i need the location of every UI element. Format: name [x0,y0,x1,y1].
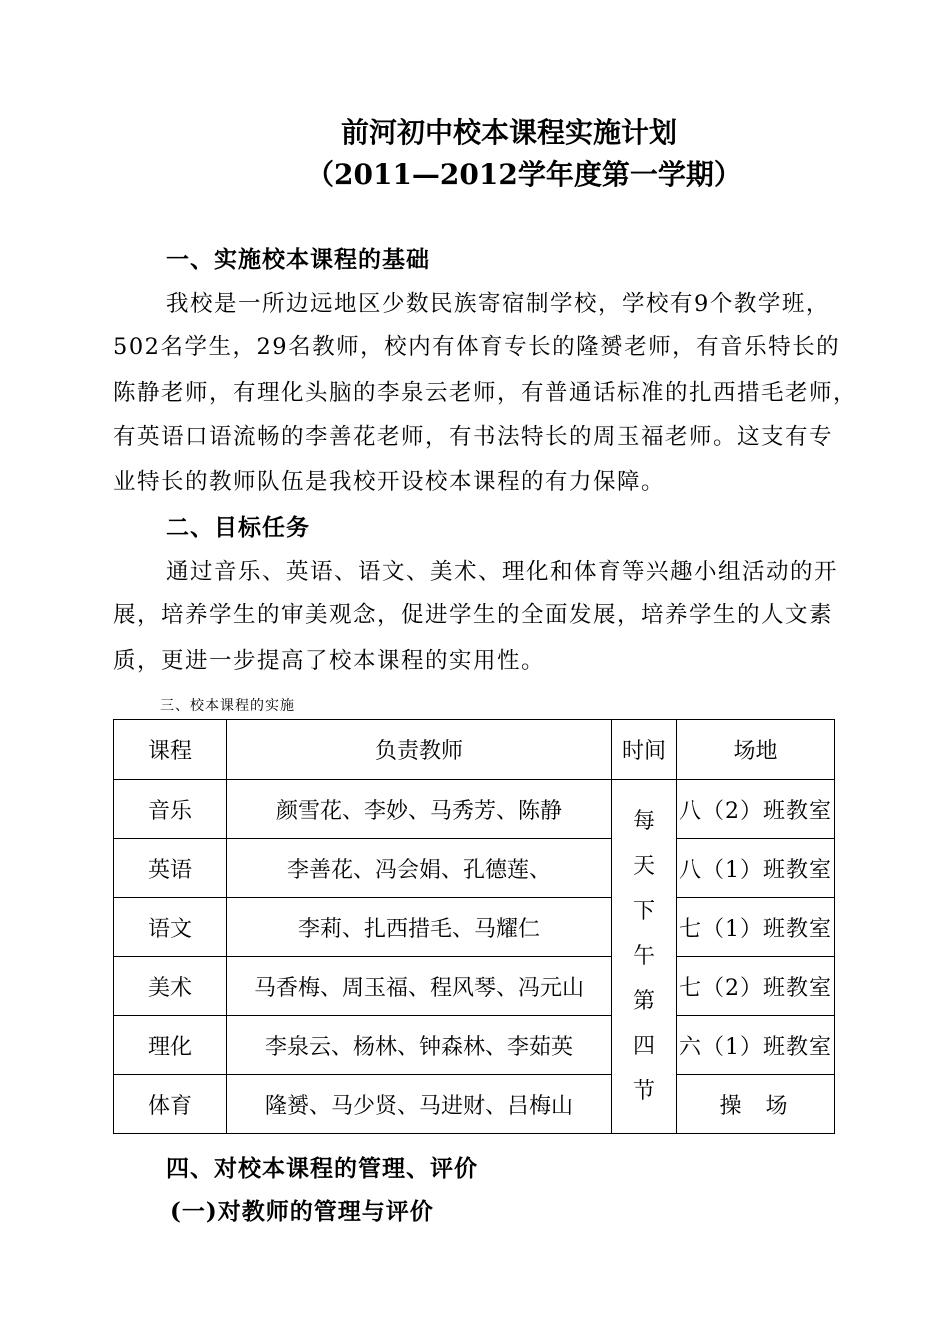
time-text: 每天下午第四节 [632,809,655,1104]
section1-heading: 一、实施校本课程的基础 [166,246,430,273]
header-time: 时间 [612,720,677,780]
table-row [114,1075,835,1134]
document-subtitle: （2011—2012学年度第一学期） [306,158,742,191]
teachers-cell: 隆赟、马少贤、马进财、吕梅山 [227,1075,612,1134]
table-row [114,780,835,839]
course-cell: 体育 [114,1075,227,1134]
section1-line-4: 有英语口语流畅的李善花老师，有书法特长的周玉福老师。这支有专 [113,424,834,450]
header-teachers: 负责教师 [227,720,612,780]
venue-cell: 操场 [677,1075,835,1134]
section3-heading: 三、校本课程的实施 [160,698,295,714]
table-row [114,898,835,957]
section1-line-1: 我校是一所边远地区少数民族寄宿制学校，学校有9个教学班， [166,291,830,317]
course-cell: 美术 [114,957,227,1016]
venue-cell: 七（2）班教室 [677,957,835,1016]
table-row [114,957,835,1016]
course-cell: 语文 [114,898,227,957]
section4-heading: 四、对校本课程的管理、评价 [166,1155,478,1182]
section1-line-2: 502名学生，29名教师，校内有体育专长的隆赟老师，有音乐特长的 [113,334,841,360]
teachers-cell: 李泉云、杨林、钟森林、李茹英 [227,1016,612,1075]
time-cell [612,780,677,1134]
venue-cell: 六（1）班教室 [677,1016,835,1075]
table-row [114,1016,835,1075]
section1-line-5: 业特长的教师队伍是我校开设校本课程的有力保障。 [113,469,666,495]
course-cell: 英语 [114,839,227,898]
teachers-cell: 李善花、冯会娟、孔德莲、 [227,839,612,898]
section2-heading: 二、目标任务 [166,514,310,541]
table-header-row [114,720,835,780]
teachers-cell: 马香梅、周玉福、程风琴、冯元山 [227,957,612,1016]
teachers-cell: 李莉、扎西措毛、马耀仁 [227,898,612,957]
section2-line-1: 通过音乐、英语、语文、美术、理化和体育等兴趣小组活动的开 [166,559,839,585]
course-cell: 音乐 [114,780,227,839]
header-venue: 场地 [677,720,835,780]
venue-cell: 七（1）班教室 [677,898,835,957]
venue-cell: 八（2）班教室 [677,780,835,839]
section2-line-2: 展，培养学生的审美观念，促进学生的全面发展，培养学生的人文素 [113,602,834,628]
venue-cell: 八（1）班教室 [677,839,835,898]
section1-line-3: 陈静老师，有理化头脑的李泉云老师，有普通话标准的扎西措毛老师， [113,380,858,406]
section4-sub1: (一)对教师的管理与评价 [170,1198,434,1225]
course-cell: 理化 [114,1016,227,1075]
table-row [114,839,835,898]
teachers-cell: 颜雪花、李妙、马秀芳、陈静 [227,780,612,839]
section2-line-3: 质，更进一步提高了校本课程的实用性。 [113,648,546,674]
document-title: 前河初中校本课程实施计划 [341,116,678,149]
course-table [113,719,835,1134]
header-course: 课程 [114,720,227,780]
